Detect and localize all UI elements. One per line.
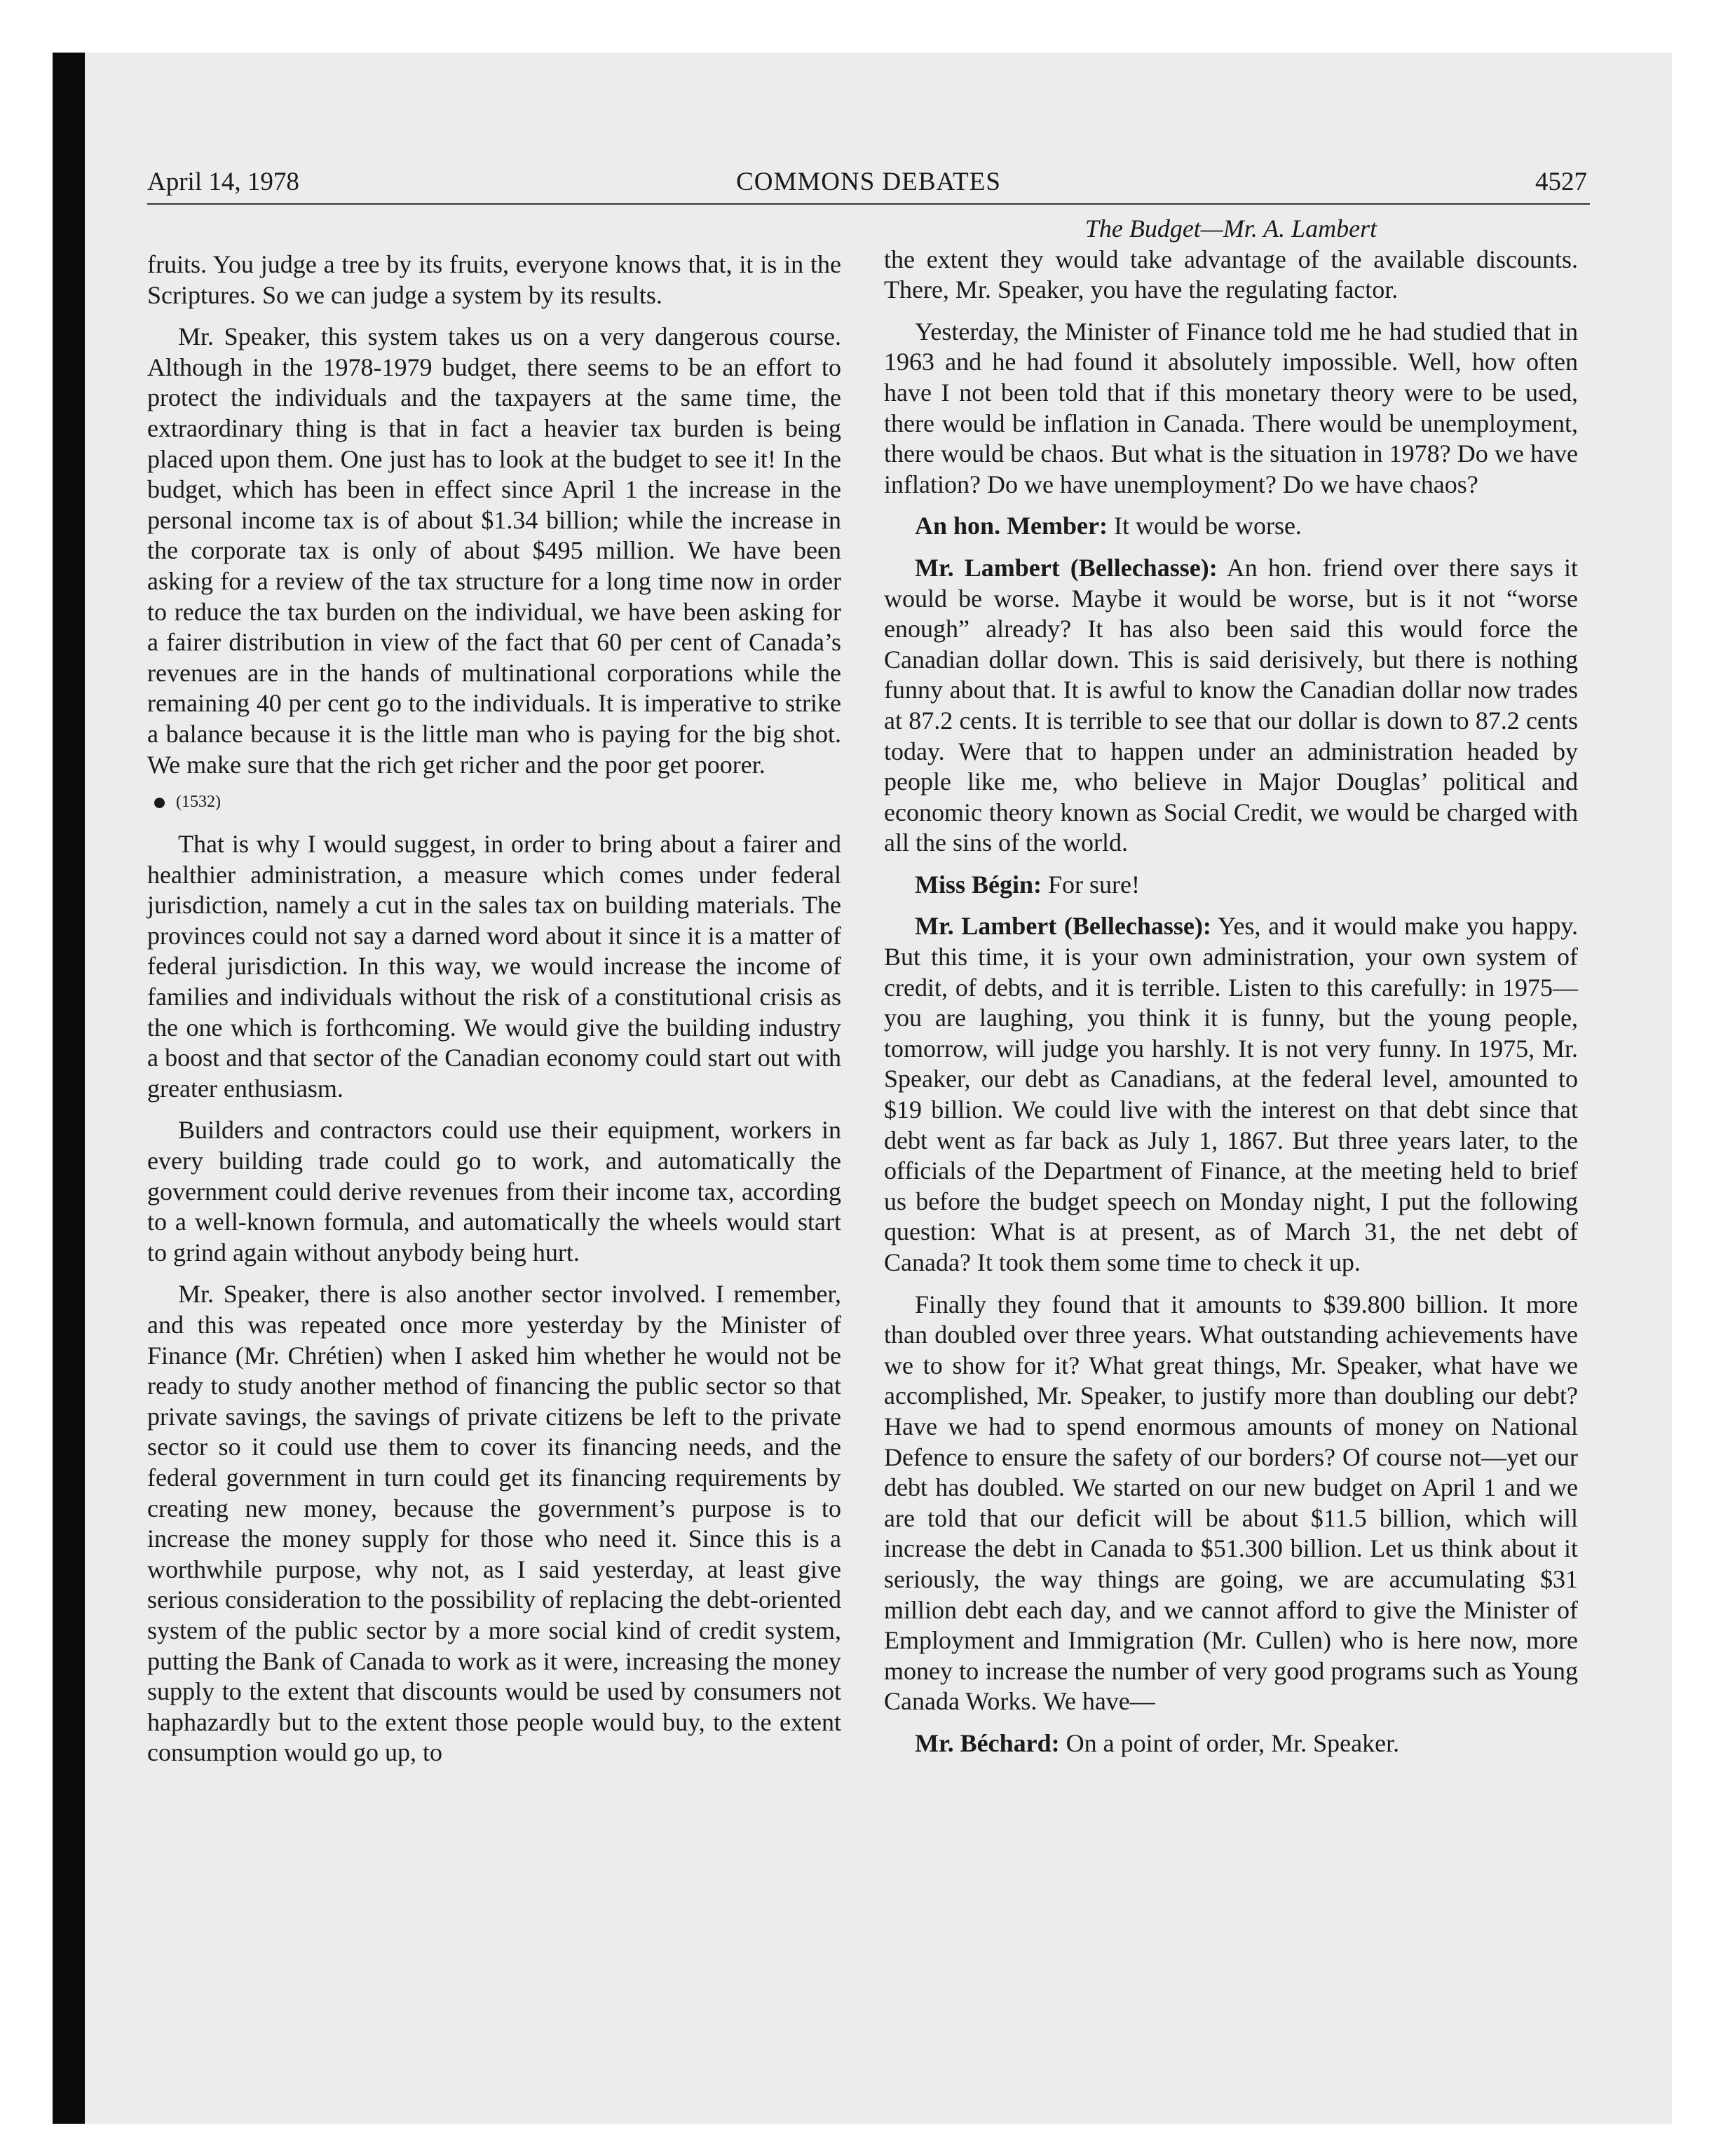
- speaker-name: Mr. Lambert (Bellechasse):: [915, 553, 1218, 582]
- header-page-number: 4527: [1535, 168, 1587, 196]
- speech-text: On a point of order, Mr. Speaker.: [1059, 1728, 1400, 1757]
- speaker-name: Mr. Béchard:: [915, 1728, 1060, 1757]
- scan-edge-shadow: [53, 53, 85, 2124]
- header-date: April 14, 1978: [147, 168, 299, 196]
- paragraph: Builders and contractors could use their equipment, workers in every building trade could go to work, and automatically the government could derive revenues from their income tax, according to a well-known formula, and automatically the wheels would start to grind again without anybody being hurt.: [147, 1116, 841, 1267]
- bullet-icon: [154, 798, 165, 808]
- running-head: The Budget—Mr. A. Lambert: [1084, 214, 1377, 243]
- speech: [884, 511, 1578, 542]
- paragraph: Yesterday, the Minister of Finance told me he had studied that in 1963 and he had found it absolutely impossible. Well, how often have I not been told that if this monetary theory were to be used, there would be inflation in Canada. There would be unemployment, there would be chaos. But what is the situation in 1978? Do we have inflation? Do we have unemployment? Do we have chaos?: [884, 317, 1578, 498]
- speaker-name: Mr. Lambert (Bellechasse):: [915, 912, 1211, 941]
- speech: [884, 911, 1578, 1278]
- time-marker-label: (1532): [176, 793, 221, 812]
- speech-text: It would be worse.: [1107, 512, 1302, 540]
- paragraph: fruits. You judge a tree by its fruits, everyone knows that, it is in the Scriptures. So we can judge a system by its results.: [147, 250, 841, 309]
- speech-text: Yes, and it would make you happy. But this time, it is your own administration, your own system of credit, of debts, and it is terrible. Listen to this carefully: in 1975—you are laughing, you think it is funny, but the young people, tomorrow, will judge you harshly. It is not very funny. In 1975, Mr. Speaker, our debt as Canadians, at the federal level, amounted to $19 billion. We could live with the interest on that debt since that debt went as far back as July 1, 1867. But three years later, to the officials of the Department of Finance, at the meeting held to brief us before the budget speech on Monday night, I put the following question: What is at present, as of March 31, the net debt of Canada? It took them some time to check it up.: [884, 912, 1578, 1276]
- speech-text: For sure!: [1042, 870, 1140, 899]
- right-column: [884, 214, 1578, 1770]
- paragraph: Mr. Speaker, this system takes us on a very dangerous course. Although in the 1978-1979 budget, there seems to be an effort to protect the individuals and the taxpayers at the same time, the extraordinary thing is that in fact a heavier tax burden is being placed upon them. One just has to look at the budget to see it! In the budget, which has been in effect since April 1 the increase in the personal income tax is of about $1.34 billion; while the increase in the corporate tax is only of about $495 million. We have been asking for a review of the tax structure for a long time now in order to reduce the tax burden on the individual, we have been asking for a fairer distribution in view of the fact that 60 per cent of Canada’s revenues are in the hands of multinational corporations while the remaining 40 per cent go to the individuals. It is imperative to strike a balance because it is the little man who is paying for the big shot. We make sure that the rich get richer and the poor get poorer.: [147, 322, 841, 779]
- speech-text: An hon. friend over there says it would be worse. Maybe it would be worse, but is it not “worse enough” already? It has also been said this would force the Canadian dollar down. This is said derisively, but there is nothing funny about that. It is awful to know the Canadian dollar now trades at 87.2 cents. It is terrible to see that our dollar is down to 87.2 cents today. Were that to happen under an administration headed by people like me, who believe in Major Douglas’ political and economic theory known as Social Credit, we would be charged with all the sins of the world.: [884, 553, 1578, 857]
- speech: [884, 553, 1578, 859]
- paragraph: Finally they found that it amounts to $39.800 billion. It more than doubled over three years. What outstanding achievements have we to show for it? What great things, Mr. Speaker, what have we accomplished, Mr. Speaker, to justify more than doubling our debt? Have we had to spend enormous amounts of money on National Defence to ensure the safety of our borders? Of course not—yet our debt has doubled. We started on our new budget on April 1 and we are told that our deficit will be about $11.5 billion, which will increase the debt in Canada to $51.300 billion. Let us think about it seriously, the way things are going, we are accumulating $31 million debt each day, and we cannot afford to give the Minister of Employment and Immigration (Mr. Cullen) who is here now, more money to increase the number of very good programs such as Young Canada Works. We have—: [884, 1290, 1578, 1716]
- left-column: [147, 250, 841, 1780]
- speaker-name: An hon. Member:: [915, 512, 1108, 540]
- speaker-name: Miss Bégin:: [915, 870, 1042, 899]
- paragraph: the extent they would take advantage of the available discounts. There, Mr. Speaker, you have the regulating factor.: [884, 245, 1578, 304]
- paragraph: Mr. Speaker, there is also another sector involved. I remember, and this was repeated once more yesterday by the Minister of Finance (Mr. Chrétien) when I asked him whether he would not be ready to study another method of financing the public sector so that private savings, the savings of private citizens be left to the private sector so it could use them to cover its financing needs, and the federal government in turn could get its financing requirements by creating new money, because the government’s purpose is to increase the money supply for those who need it. Since this is a worthwhile purpose, why not, as I said yesterday, at least give serious consideration to the possibility of replacing the debt-oriented system of the public sector by a more social kind of credit system, putting the Bank of Canada to work as it were, increasing the money supply to the extent that discounts would be used by consumers not haphazardly but to the extent those people would buy, to the extent consumption would go up, to: [147, 1280, 841, 1767]
- time-marker: [147, 791, 841, 812]
- speech: [884, 1728, 1578, 1759]
- speech: [884, 870, 1578, 901]
- paragraph: That is why I would suggest, in order to bring about a fairer and healthier administration, a measure which comes under federal jurisdiction, namely a cut in the sales tax on building materials. The provinces could not say a darned word about it since it is a matter of federal jurisdiction. In this way, we would increase the income of families and individuals without the risk of a constitutional crisis as the one which is forthcoming. We would give the building industry a boost and that sector of the Canadian economy could start out with greater enthusiasm.: [147, 830, 841, 1103]
- header-publication: COMMONS DEBATES: [736, 168, 1001, 196]
- page-header: [147, 164, 1590, 205]
